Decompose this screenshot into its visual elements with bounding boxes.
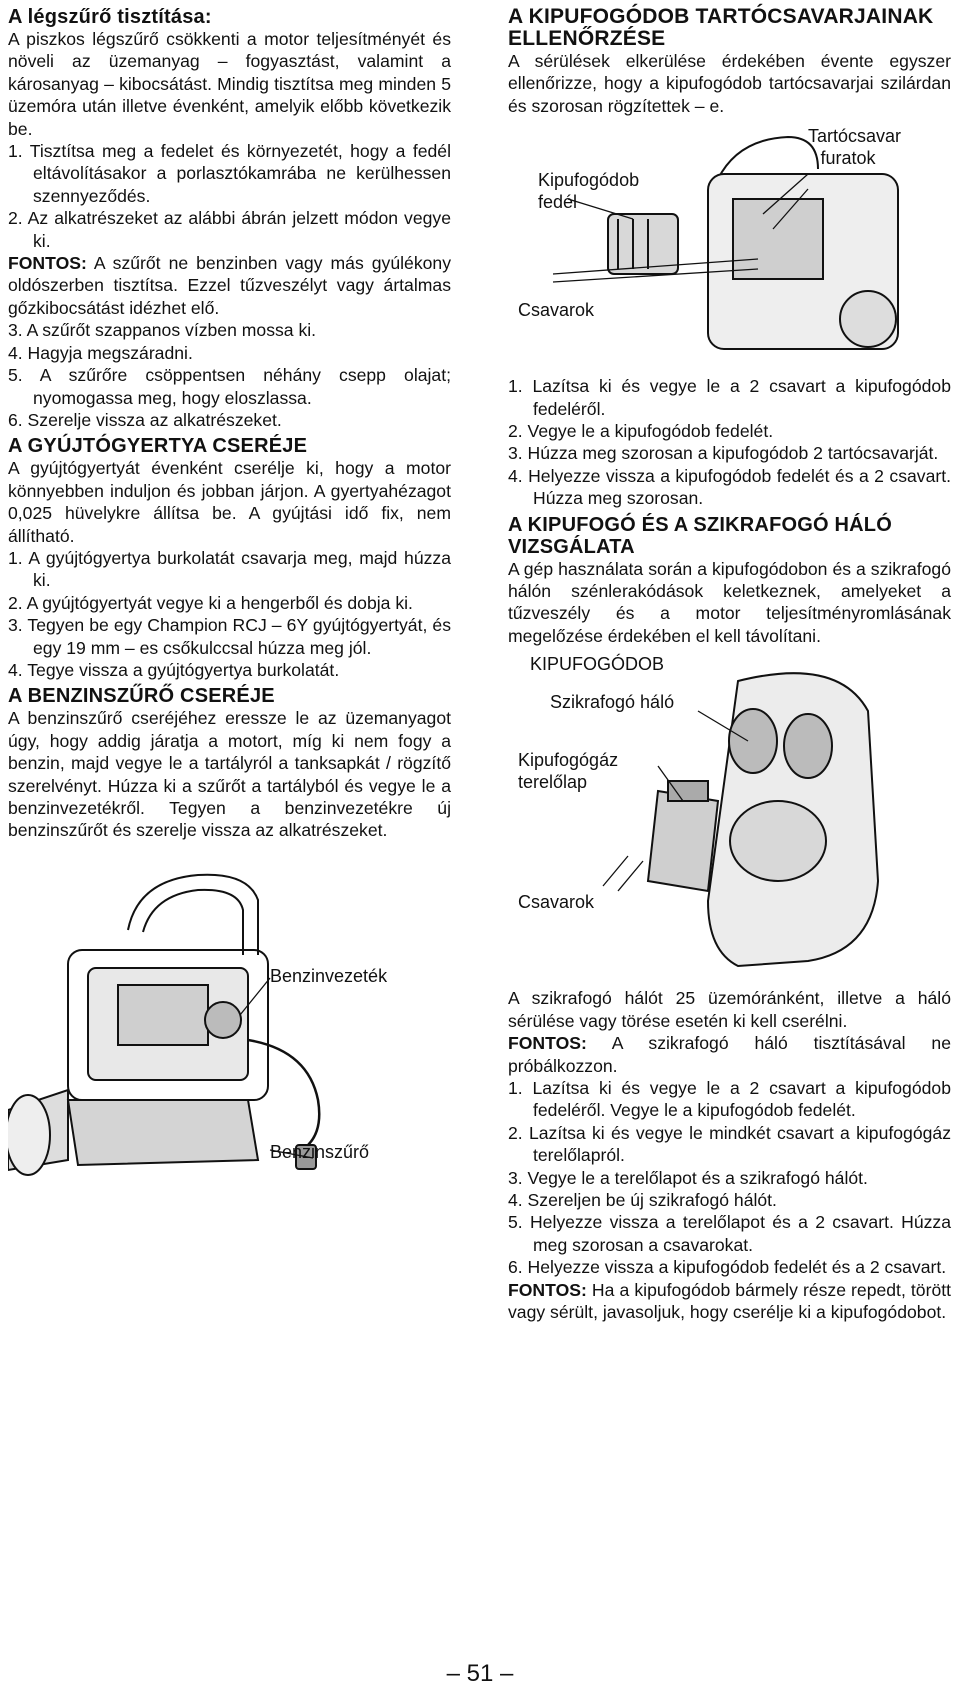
air-step: 5. A szűrőre csöppentsen néhány csepp olajat; nyomogassa meg, hogy eloszlassa. bbox=[8, 365, 451, 408]
warning-label: FONTOS: bbox=[508, 1279, 587, 1300]
plug-step: 1. A gyújtógyertya burkolatát csavarja meg, majd húzza ki. bbox=[8, 547, 451, 591]
fuel-line-label: Benzinvezeték bbox=[270, 965, 388, 986]
air-step: 2. Az alkatrészeket az alábbi ábrán jelzett módon vegye ki. bbox=[8, 208, 451, 251]
plug-step: 2. A gyújtógyertyát vegye ki a hengerből és dobja ki. bbox=[8, 592, 413, 613]
fuel-filter-text: A benzinszűrő cseréjéhez eressze le az üzemanyagot úgy, hogy addig járatja a motort, míg ki nem fogy a benzin, majd vegye le a tartályról a tanksapkát / rögzítő szerelvényt. Húzza ki a szűrőt a tartályból és vegye le a benzinvezetékről. Tegyen a benzinvezetékre új benzinszűrőt és szerelje vissza az alkatrészeket. bbox=[8, 708, 451, 841]
arrestor-step: 5. Helyezze vissza a terelőlapot és a 2 csavart. Húzza meg szorosan a csavarokat. bbox=[508, 1212, 951, 1255]
fuel-filter-heading: A BENZINSZŰRŐ CSERÉJE bbox=[8, 685, 275, 708]
air-warning bbox=[8, 252, 451, 319]
bolts-step: 2. Vegye le a kipufogódob fedelét. bbox=[508, 421, 774, 442]
arrestor-step: 2. Lazítsa ki és vegye le mindkét csavart a kipufogógáz terelőlapról. bbox=[508, 1122, 951, 1166]
plug-step: 3. Tegyen be egy Champion RCJ – 6Y gyújtógyertyát, és egy 19 mm – es csőkulccsal húzza meg jól. bbox=[8, 615, 451, 658]
arrestor-final-warning bbox=[508, 1279, 951, 1324]
deflector-label: Kipufogógáz terelőlap bbox=[518, 750, 619, 793]
arrestor-screws-label: Csavarok bbox=[518, 892, 595, 913]
bolts-step: 3. Húzza meg szorosan a kipufogódob 2 tartócsavarját. bbox=[508, 443, 939, 464]
bolt-holes-label: Tartócsavar furatok bbox=[808, 126, 902, 169]
page-number: – 51 – bbox=[446, 1660, 514, 1687]
arrestor-note: A szikrafogó hálót 25 üzemóránként, illetve a háló sérülése vagy törése esetén ki kell cserélni. bbox=[508, 988, 951, 1031]
warning-label: FONTOS: bbox=[8, 253, 87, 274]
muffler-label: KIPUFOGÓDOB bbox=[530, 654, 665, 675]
warning-label: FONTOS: bbox=[508, 1033, 587, 1054]
spark-plug-intro: A gyújtógyertyát évenként cserélje ki, hogy a motor könnyebben induljon és jobban járjon. A gyertyahézagot 0,025 hüvelykre állítsa be. A gyújtási idő fix, nem állítható. bbox=[8, 458, 451, 546]
muffler-bolts-intro: A sérülések elkerülése érdekében évente egyszer ellenőrizze, hogy a kipufogódob tartócsavarjai szilárdan és szorosan rögzítettek – e. bbox=[508, 51, 951, 116]
arrestor-step: 3. Vegye le a terelőlapot és a szikrafogó hálót. bbox=[508, 1167, 868, 1188]
arrestor-heading: A KIPUFOGÓ ÉS A SZIKRAFOGÓ HÁLÓ VIZSGÁLATA bbox=[508, 513, 892, 558]
air-step: 4. Hagyja megszáradni. bbox=[8, 342, 193, 363]
spark-plug-heading: A GYÚJTÓGYERTYA CSERÉJE bbox=[8, 435, 308, 458]
bolts-step: 1. Lazítsa ki és vegye le a 2 csavart a kipufogódob fedeléről. bbox=[508, 376, 951, 419]
arrestor-step: 4. Szereljen be új szikrafogó hálót. bbox=[508, 1189, 777, 1210]
arrestor-step: 1. Lazítsa ki és vegye le a 2 csavart a kipufogódob fedeléről. Vegye le a kipufogódob fedelét. bbox=[508, 1077, 951, 1121]
air-step: 1. Tisztítsa meg a fedelet és környezetét, hogy a fedél eltávolításakor a porlasztókamrába ne kerülhessen szennyeződés. bbox=[8, 141, 451, 206]
fuel-filter-figure bbox=[8, 860, 451, 1190]
screws-label: Csavarok bbox=[518, 300, 595, 321]
air-step: 6. Szerelje vissza az alkatrészeket. bbox=[8, 409, 282, 430]
muffler-cover-figure bbox=[508, 119, 951, 369]
left-column bbox=[8, 6, 451, 1196]
warning-text: A szűrőt ne benzinben vagy más gyúlékony oldószerben tisztítsa. Ezzel tűzveszélyt vagy ártalmas gőzkibocsátást idézhet elő. bbox=[8, 253, 451, 318]
warning-text: Ha a kipufogódob bármely része repedt, törött vagy sérült, javasoljuk, hogy cserélje ki a kipufogódobot. bbox=[508, 1279, 951, 1322]
arrestor-intro: A gép használata során a kipufogódobon és a szikrafogó hálón szénlerakódások keletkeznek, amelyeket a tűzveszély és a motor teljesítményromlásának megelőzése érdekében el kell távolítani. bbox=[508, 558, 951, 646]
muffler-cover-label: Kipufogódob fedél bbox=[538, 170, 640, 213]
plug-step: 4. Tegye vissza a gyújtógyertya burkolatát. bbox=[8, 659, 340, 680]
air-filter-intro: A piszkos légszűrő csökkenti a motor teljesítményét és növeli az üzemanyag – fogyasztást, valamint a károsanyag – kibocsátást. Mindig tisztítsa meg minden 5 üzemóra után illetve évenként, amelyik előbb következik be. bbox=[8, 29, 451, 139]
air-filter-heading: A légszűrő tisztítása: bbox=[8, 6, 212, 28]
spark-screen-label: Szikrafogó háló bbox=[550, 692, 675, 713]
blower-engine-illustration bbox=[8, 860, 451, 1190]
warning-text: A szikrafogó háló tisztításával ne próbálkozzon. bbox=[508, 1033, 951, 1076]
right-column bbox=[508, 6, 951, 1323]
bolts-step: 4. Helyezze vissza a kipufogódob fedelét és a 2 csavart. Húzza meg szorosan. bbox=[508, 465, 951, 509]
muffler-bolts-heading: A KIPUFOGÓDOB TARTÓCSAVARJAINAK ELLENŐRZÉSE bbox=[508, 5, 934, 50]
spark-arrestor-figure bbox=[508, 651, 951, 981]
arrestor-warning bbox=[508, 1032, 951, 1077]
fuel-filter-label: Benzinszűrő bbox=[270, 1141, 370, 1162]
air-step: 3. A szűrőt szappanos vízben mossa ki. bbox=[8, 320, 317, 341]
arrestor-step: 6. Helyezze vissza a kipufogódob fedelét és a 2 csavart. bbox=[508, 1257, 947, 1278]
